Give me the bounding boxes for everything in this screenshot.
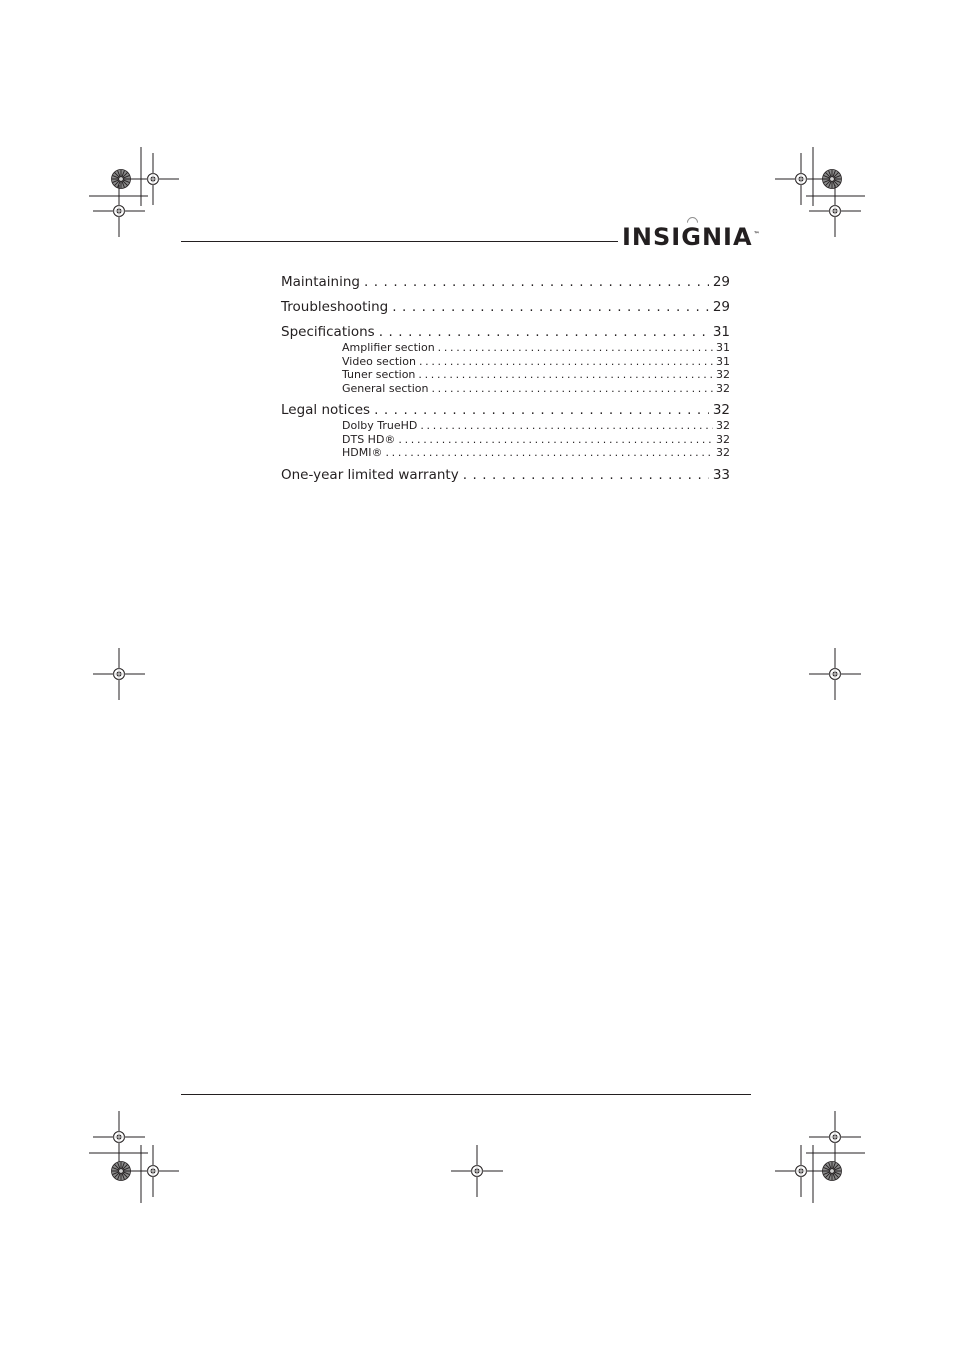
- toc-page-number: 29: [712, 274, 730, 290]
- toc-subentry-label: Dolby TrueHD: [342, 419, 418, 432]
- toc-page-number: 32: [712, 402, 730, 418]
- toc-entry-label: Maintaining: [281, 274, 360, 290]
- dot-leader: [364, 270, 709, 295]
- toc-subentry-general-section[interactable]: [342, 382, 730, 396]
- toc-page-number: 32: [716, 432, 730, 446]
- dot-leader: [463, 463, 709, 488]
- toc-subentry-dts-hd[interactable]: [342, 433, 730, 447]
- trademark-symbol: ™: [753, 231, 760, 238]
- crop-cross-icon: [451, 1145, 503, 1197]
- toc-page-number: 31: [716, 354, 730, 368]
- toc-subentry-label: Video section: [342, 354, 416, 368]
- crop-cross-icon: [809, 1111, 861, 1163]
- toc-subentry-amplifier-section[interactable]: [342, 341, 730, 355]
- toc-page-number: 31: [716, 341, 730, 354]
- toc-subentry-label: DTS HD®: [342, 432, 396, 446]
- toc-page-number: 32: [716, 381, 730, 395]
- toc-subentry-label: General section: [342, 381, 429, 395]
- toc-subentry-tuner-section[interactable]: [342, 368, 730, 382]
- logo-text-start: INSI: [622, 223, 682, 251]
- toc-subentry-label: HDMI®: [342, 446, 383, 459]
- logo-text-end: NIA: [701, 223, 753, 251]
- toc-entry-maintaining[interactable]: [281, 270, 730, 295]
- toc-page-number: 32: [716, 368, 730, 381]
- crop-cross-icon: [93, 185, 145, 237]
- table-of-contents: [281, 270, 730, 488]
- toc-page-number: 32: [716, 419, 730, 432]
- toc-entry-one-year-limited-warranty[interactable]: [281, 463, 730, 488]
- crop-cross-icon: [127, 153, 179, 205]
- brand-logo: [622, 222, 760, 252]
- toc-subentry-label: Tuner section: [342, 368, 416, 381]
- dot-leader: [385, 446, 713, 460]
- toc-subentry-hdmi[interactable]: [342, 446, 730, 460]
- toc-subentries-specifications: [281, 341, 730, 395]
- toc-subentry-video-section[interactable]: [342, 355, 730, 369]
- crop-cross-icon: [809, 648, 861, 700]
- dot-leader: [418, 368, 713, 382]
- toc-subentry-dolby-truehd[interactable]: [342, 419, 730, 433]
- header-rule: [181, 241, 618, 242]
- dot-leader: [438, 341, 713, 355]
- dot-leader: [392, 295, 709, 320]
- crop-cross-icon: [93, 648, 145, 700]
- toc-page-number: 32: [716, 446, 730, 459]
- toc-subentries-legal-notices: [281, 419, 730, 460]
- toc-entry-label: Troubleshooting: [281, 299, 389, 315]
- logo-swoosh-glyph: G: [681, 223, 702, 251]
- toc-subentry-label: Amplifier section: [342, 341, 435, 354]
- toc-entry-label: One-year limited warranty: [281, 466, 459, 483]
- toc-entry-label: Legal notices: [281, 402, 371, 418]
- footer-rule: [181, 1094, 751, 1095]
- toc-page-number: 31: [712, 324, 730, 340]
- toc-page-number: 33: [712, 466, 730, 483]
- dot-leader: [419, 355, 713, 369]
- crop-cross-icon: [93, 1111, 145, 1163]
- crop-cross-icon: [809, 185, 861, 237]
- dot-leader: [398, 433, 713, 447]
- toc-entry-label: Specifications: [281, 324, 375, 340]
- toc-page-number: 29: [712, 299, 730, 315]
- crop-cross-icon: [775, 153, 827, 205]
- toc-entry-troubleshooting[interactable]: [281, 295, 730, 320]
- dot-leader: [420, 419, 713, 433]
- dot-leader: [431, 382, 713, 396]
